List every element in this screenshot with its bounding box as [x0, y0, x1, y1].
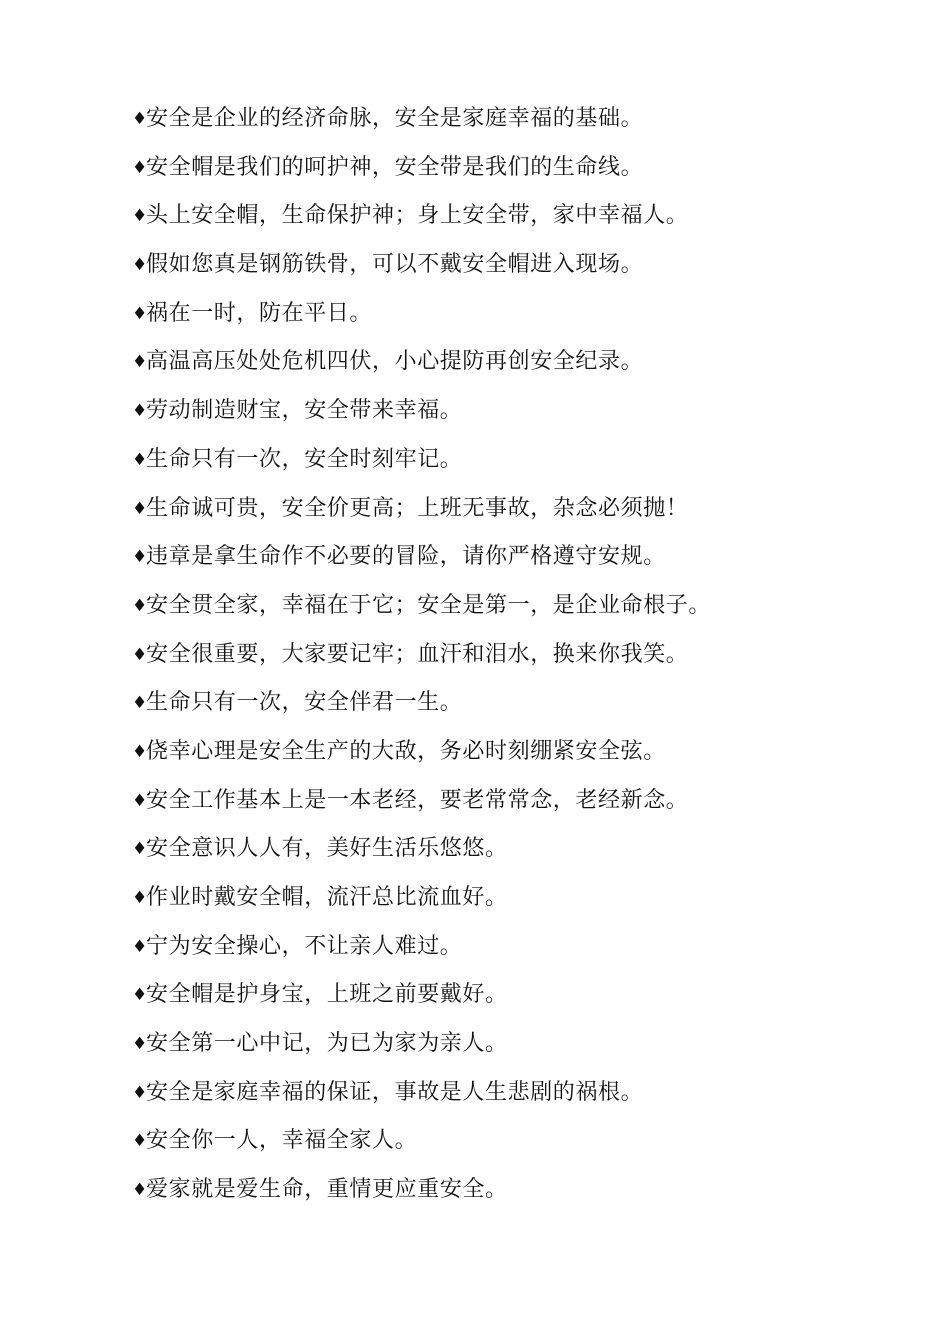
- diamond-bullet-icon: ♦: [132, 1131, 148, 1152]
- diamond-bullet-icon: ♦: [132, 255, 148, 276]
- diamond-bullet-icon: ♦: [132, 547, 148, 568]
- diamond-bullet-icon: ♦: [132, 790, 148, 811]
- slogan-text: 祸在一时，防在平日。: [146, 300, 373, 326]
- slogan-text: 安全帽是我们的呵护神，安全带是我们的生命线。: [146, 154, 644, 180]
- slogan-item: [132, 296, 892, 345]
- diamond-bullet-icon: ♦: [132, 1180, 148, 1201]
- slogan-item: [132, 539, 892, 588]
- slogan-item: [132, 929, 892, 978]
- diamond-bullet-icon: ♦: [132, 449, 148, 470]
- slogan-item: [132, 734, 892, 783]
- slogan-list: [132, 101, 892, 1221]
- diamond-bullet-icon: ♦: [132, 985, 148, 1006]
- slogan-text: 假如您真是钢筋铁骨，可以不戴安全帽进入现场。: [146, 252, 644, 278]
- slogan-text: 安全很重要，大家要记牢；血汗和泪水，换来你我笑。: [146, 641, 689, 667]
- slogan-text: 宁为安全操心，不让亲人难过。: [146, 933, 463, 959]
- slogan-item: [132, 198, 892, 247]
- diamond-bullet-icon: ♦: [132, 936, 148, 957]
- slogan-item: [132, 247, 892, 296]
- diamond-bullet-icon: ♦: [132, 206, 148, 227]
- slogan-text: 安全意识人人有，美好生活乐悠悠。: [146, 836, 508, 862]
- slogan-text: 安全帽是护身宝，上班之前要戴好。: [146, 982, 508, 1008]
- slogan-item: [132, 783, 892, 832]
- diamond-bullet-icon: ♦: [132, 1082, 148, 1103]
- diamond-bullet-icon: ♦: [132, 109, 148, 129]
- slogan-text: 安全是企业的经济命脉，安全是家庭幸福的基础。: [146, 106, 644, 131]
- slogan-text: 生命只有一次，安全伴君一生。: [146, 690, 463, 716]
- slogan-text: 生命只有一次，安全时刻牢记。: [146, 446, 463, 472]
- slogan-text: 头上安全帽，生命保护神；身上安全带，家中幸福人。: [146, 203, 689, 229]
- slogan-text: 安全贯全家，幸福在于它；安全是第一，是企业命根子。: [146, 592, 712, 618]
- slogan-item: [132, 977, 892, 1026]
- slogan-text: 生命诚可贵，安全价更高；上班无事故，杂念必须抛！: [146, 495, 689, 521]
- slogan-item: [132, 491, 892, 540]
- slogan-text: 安全是家庭幸福的保证，事故是人生悲剧的祸根。: [146, 1079, 644, 1105]
- slogan-item: [132, 637, 892, 686]
- slogan-text: 安全第一心中记，为已为家为亲人。: [146, 1031, 508, 1057]
- slogan-item: [132, 1075, 892, 1124]
- slogan-item: [132, 442, 892, 491]
- diamond-bullet-icon: ♦: [132, 595, 148, 616]
- diamond-bullet-icon: ♦: [132, 401, 148, 422]
- slogan-text: 爱家就是爱生命，重情更应重安全。: [146, 1177, 508, 1203]
- slogan-item: [132, 344, 892, 393]
- diamond-bullet-icon: ♦: [132, 741, 148, 762]
- slogan-text: 劳动制造财宝，安全带来幸福。: [146, 398, 463, 424]
- slogan-item: [132, 880, 892, 929]
- slogan-text: 作业时戴安全帽，流汗总比流血好。: [146, 885, 508, 910]
- slogan-text: 侥幸心理是安全生产的大敌，务必时刻绷紧安全弦。: [146, 738, 666, 764]
- diamond-bullet-icon: ♦: [132, 157, 148, 178]
- diamond-bullet-icon: ♦: [132, 839, 148, 860]
- slogan-item: [132, 1123, 892, 1172]
- diamond-bullet-icon: ♦: [132, 693, 148, 714]
- slogan-item: [132, 831, 892, 880]
- diamond-bullet-icon: ♦: [132, 303, 148, 324]
- diamond-bullet-icon: ♦: [132, 888, 148, 908]
- slogan-text: 高温高压处处危机四伏，小心提防再创安全纪录。: [146, 349, 644, 375]
- slogan-item: [132, 1172, 892, 1221]
- diamond-bullet-icon: ♦: [132, 1034, 148, 1055]
- slogan-item: [132, 1026, 892, 1075]
- diamond-bullet-icon: ♦: [132, 644, 148, 665]
- slogan-text: 安全你一人，幸福全家人。: [146, 1128, 418, 1154]
- diamond-bullet-icon: ♦: [132, 352, 148, 373]
- slogan-item: [132, 150, 892, 199]
- diamond-bullet-icon: ♦: [132, 498, 148, 519]
- slogan-item: [132, 101, 892, 150]
- slogan-item: [132, 685, 892, 734]
- slogan-item: [132, 393, 892, 442]
- slogan-text: 安全工作基本上是一本老经，要老常常念，老经新念。: [146, 787, 689, 813]
- slogan-item: [132, 588, 892, 637]
- slogan-text: 违章是拿生命作不必要的冒险，请你严格遵守安规。: [146, 544, 666, 570]
